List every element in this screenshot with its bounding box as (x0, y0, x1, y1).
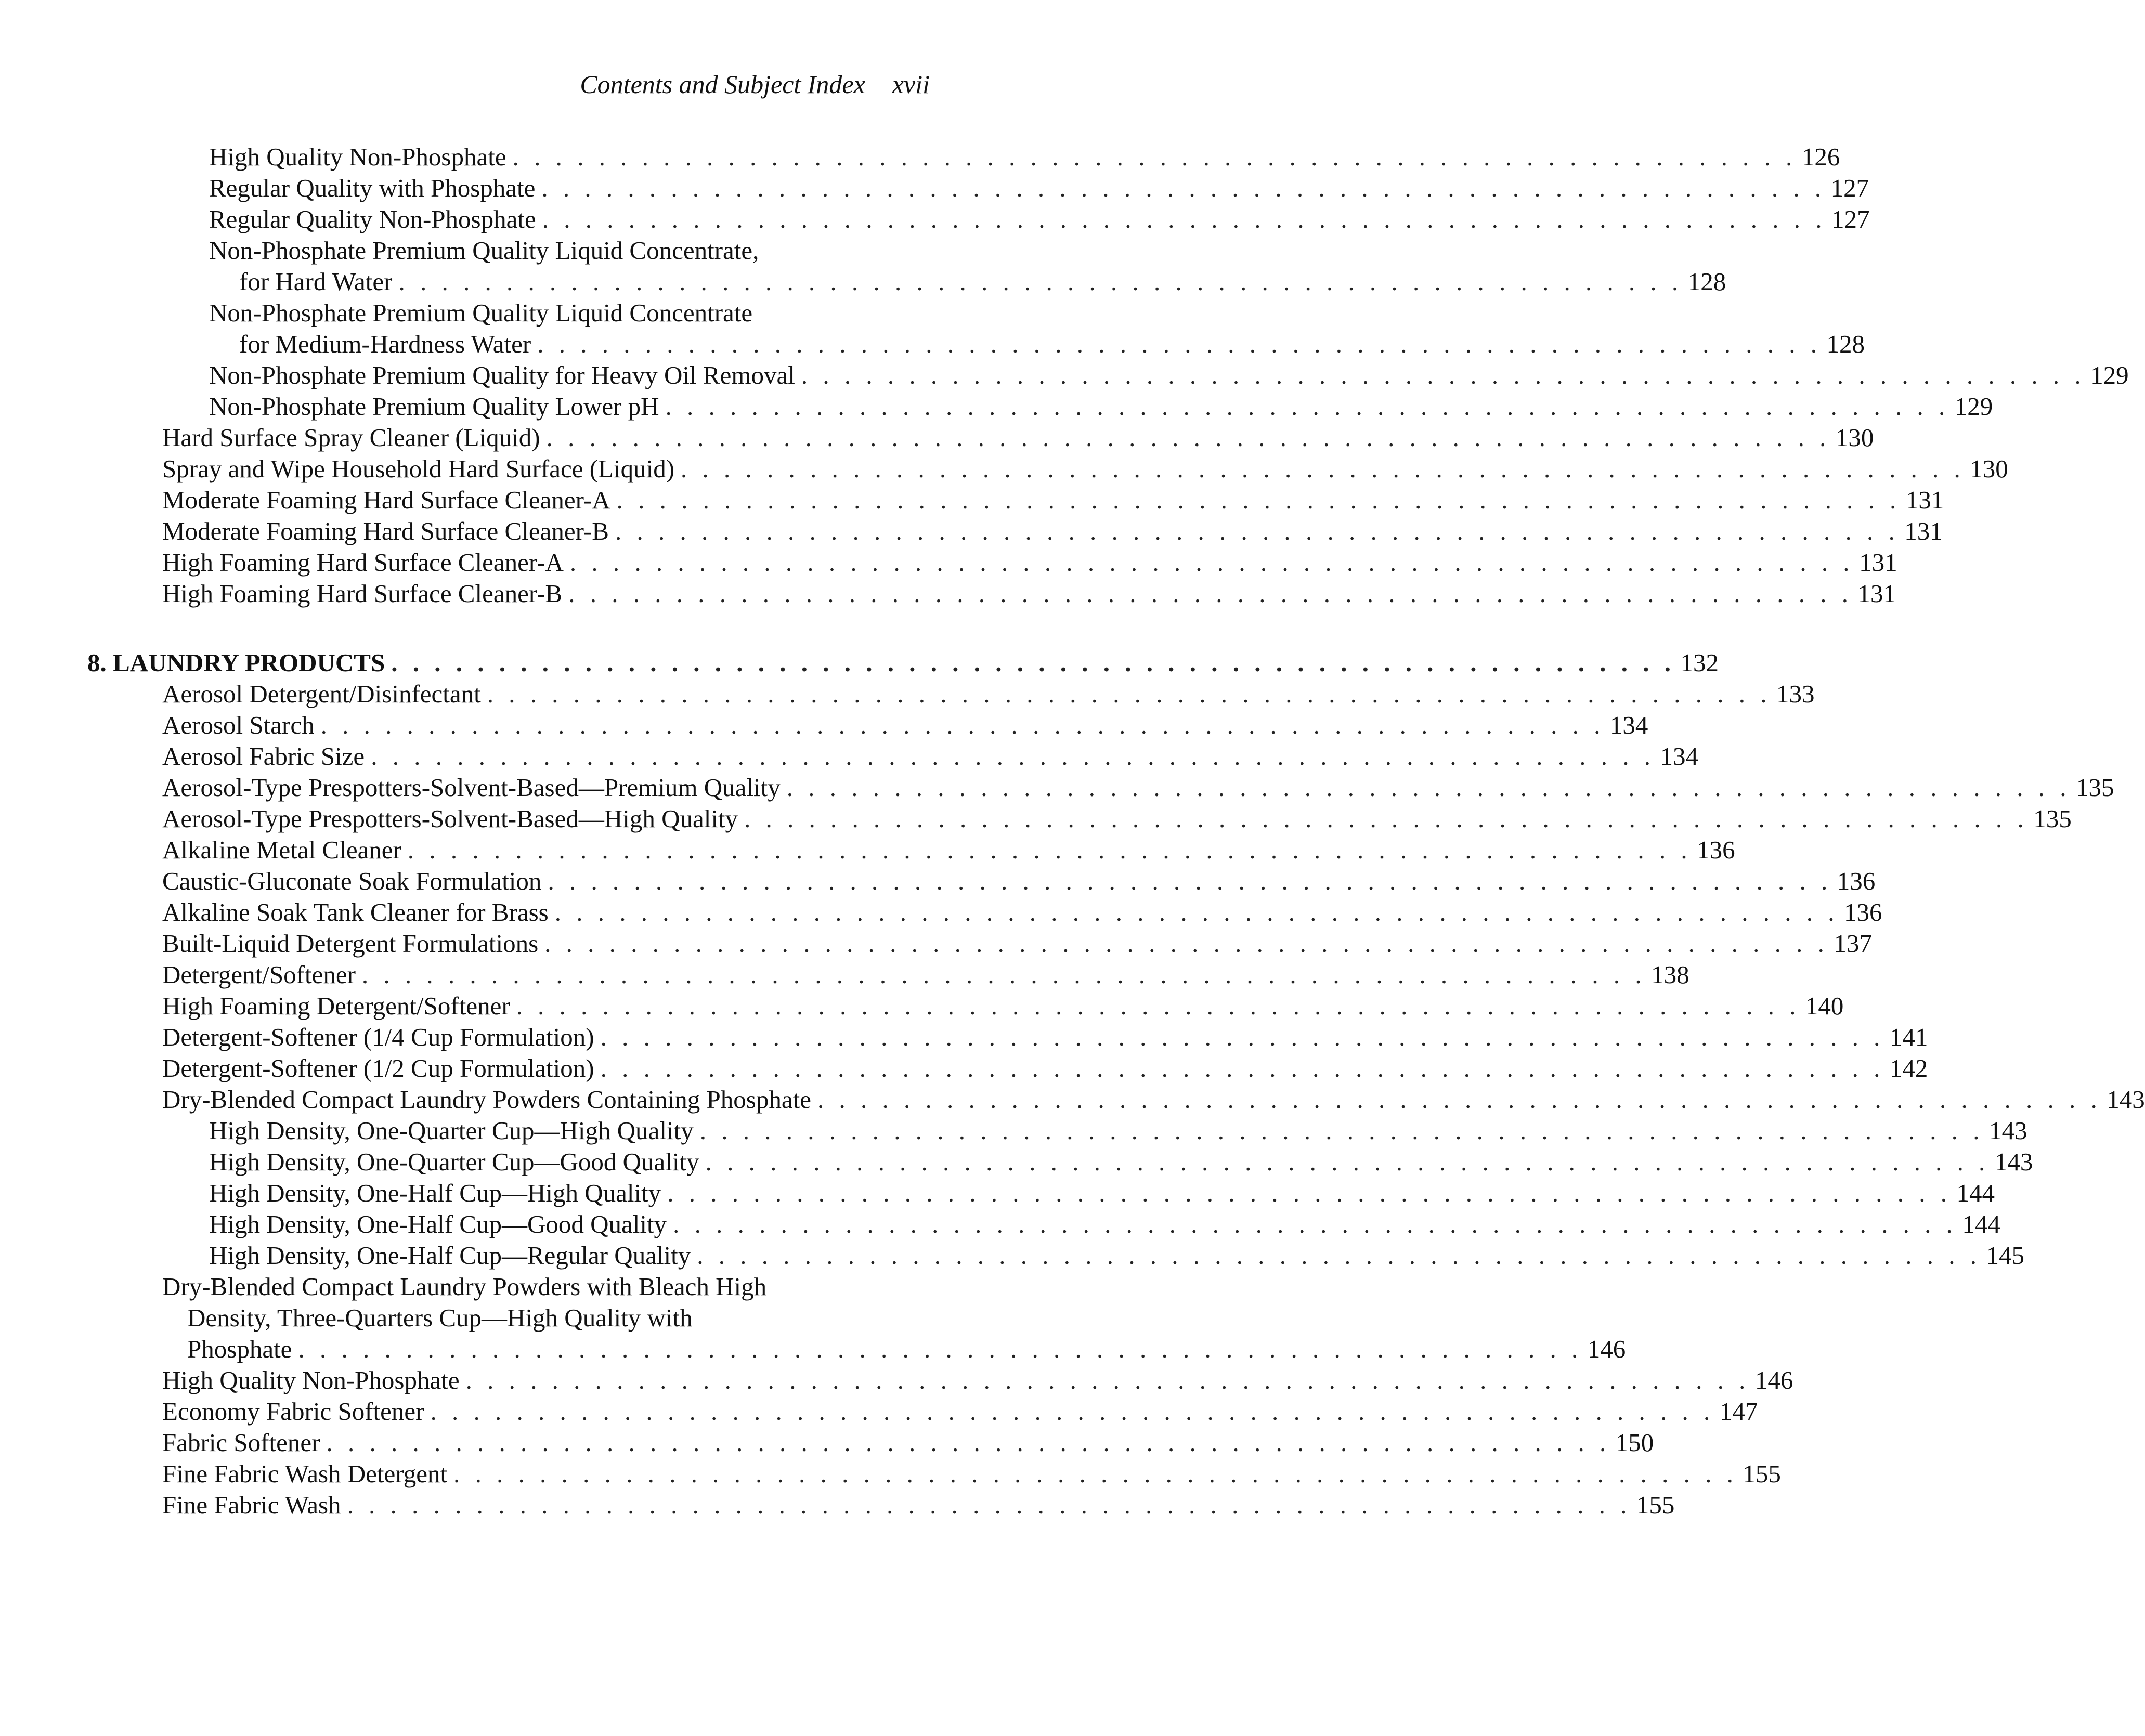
toc-entry (0, 297, 1135, 329)
dot-leader: . . . . . . . . . . . . . . . . . . . . . . . . . . . . . . . . . . . . . . . . . . . . . . . . . . . . . . . . . . . . (744, 804, 2029, 833)
entry-title: Detergent-Softener (1/4 Cup Formulation) (162, 1023, 594, 1051)
toc-entry (0, 547, 1897, 578)
toc-entry (0, 1115, 2027, 1146)
entry-title: Non-Phosphate Premium Quality Lower pH (209, 392, 659, 421)
toc-entry (0, 1053, 1928, 1084)
entry-title: High Density, One-Quarter Cup—Good Quality (209, 1147, 699, 1176)
dot-leader: . . . . . . . . . . . . . . . . . . . . . . . . . . . . . . . . . . . . . . . . . . . . . . . . . . . . . . . . . . . . (430, 1397, 1714, 1426)
entry-page-number: 134 (1660, 742, 1698, 771)
entry-title: Non-Phosphate Premium Quality for Heavy Oil Removal (209, 361, 795, 389)
entry-title: Alkaline Soak Tank Cleaner for Brass (162, 898, 549, 926)
toc-entry (0, 1427, 1654, 1458)
toc-entry (0, 1365, 1793, 1396)
entry-page-number: 130 (1970, 454, 2008, 483)
dot-leader: . . . . . . . . . . . . . . . . . . . . . . . . . . . . . . . . . . . . . . . . . . . . . . . . . . . . . . . . . . . . (681, 454, 1965, 483)
toc-entry (0, 453, 2008, 485)
dot-leader: . . . . . . . . . . . . . . . . . . . . . . . . . . . . . . . . . . . . . . . . . . . . . . . . . . . . . . . . . . . . (600, 1023, 1884, 1051)
toc-entry (0, 1334, 1626, 1365)
entry-title: Aerosol Starch (162, 711, 315, 739)
entry-page-number: 127 (1830, 174, 1869, 202)
toc-entry (0, 1022, 1928, 1053)
entry-page-number: 140 (1805, 991, 1844, 1020)
dot-leader: . . . . . . . . . . . . . . . . . . . . . . . . . . . . . . . . . . . . . . . . . . . . . . . . . . . . . . . . . . . . (665, 392, 1949, 421)
toc-entry (0, 1396, 1758, 1427)
entry-page-number: 143 (2107, 1085, 2145, 1114)
toc-entry (0, 1146, 2033, 1178)
entry-title: for Medium-Hardness Water (239, 330, 531, 358)
entry-page-number: 144 (1956, 1179, 1995, 1207)
toc-entry (0, 772, 2114, 803)
dot-leader: . . . . . . . . . . . . . . . . . . . . . . . . . . . . . . . . . . . . . . . . . . . . . . . . . . . . . . . . . . . . (817, 1085, 2102, 1114)
toc-entry (0, 1490, 1675, 1521)
dot-leader: . . . . . . . . . . . . . . . . . . . . . . . . . . . . . . . . . . . . . . . . . . . . . . . . . . . . . . . . . . . . (548, 867, 1832, 895)
dot-leader: . . . . . . . . . . . . . . . . . . . . . . . . . . . . . . . . . . . . . . . . . . . . . . . . . . . . . . . . . . . . (347, 1491, 1631, 1519)
toc-entry (0, 678, 1815, 710)
toc-entry (0, 866, 1876, 897)
dot-leader: . . . . . . . . . . . . . . . . . . . . . . . . . . . . . . . . . . . . . . . . . . . . . . . . . . . . . . . . . . . . (801, 361, 2086, 389)
toc-entry (0, 1302, 1113, 1334)
entry-title: High Foaming Detergent/Softener (162, 991, 510, 1020)
dot-leader: . . . . . . . . . . . . . . . . . . . . . . . . . . . . . . . . . . . . . . . . . . . . . . . . . . . . . . . . . . . . (542, 205, 1826, 233)
entry-page-number: 126 (1801, 142, 1840, 171)
toc-entry (0, 1084, 2145, 1115)
entry-page-number: 144 (1962, 1210, 2000, 1238)
entry-page-number: 155 (1636, 1491, 1675, 1519)
toc-entry (0, 834, 1735, 866)
entry-title: High Density, One-Half Cup—Good Quality (209, 1210, 667, 1238)
entry-page-number: 136 (1843, 898, 1882, 926)
entry-title: Dry-Blended Compact Laundry Powders with Bleach High (162, 1272, 767, 1301)
toc-entry (0, 204, 1870, 235)
toc-entry (0, 897, 1882, 928)
entry-title: Non-Phosphate Premium Quality Liquid Concentrate (209, 298, 753, 327)
dot-leader: . . . . . . . . . . . . . . . . . . . . . . . . . . . . . . . . . . . . . . . . . . . . . . . . . . . . . . . . . . . . (667, 1179, 1952, 1207)
entry-page-number: 146 (1754, 1366, 1793, 1394)
dot-leader: . . . . . . . . . . . . . . . . . . . . . . . . . . . . . . . . . . . . . . . . . . . . . . . . . . . . . . . . . . . . (786, 773, 2071, 802)
entry-title: High Quality Non-Phosphate (209, 142, 506, 171)
entry-page-number: 135 (2033, 804, 2072, 833)
entry-page-number: 155 (1743, 1459, 1781, 1488)
dot-leader: . . . . . . . . . . . . . . . . . . . . . . . . . . . . . . . . . . . . . . . . . . . . . . . . . . . . . . . . . . . . (568, 579, 1853, 608)
entry-title: 8. LAUNDRY PRODUCTS (87, 648, 385, 677)
entry-title: High Foaming Hard Surface Cleaner-A (162, 548, 564, 577)
entry-title: High Quality Non-Phosphate (162, 1366, 460, 1394)
dot-leader: . . . . . . . . . . . . . . . . . . . . . . . . . . . . . . . . . . . . . . . . . . . . . . . . . . . . . . . . . . . . (546, 423, 1830, 452)
entry-title: Spray and Wipe Household Hard Surface (Liquid) (162, 454, 675, 483)
entry-page-number: 131 (1859, 548, 1897, 577)
entry-page-number: 129 (2090, 361, 2129, 389)
entry-title: Built-Liquid Detergent Formulations (162, 929, 539, 958)
dot-leader: . . . . . . . . . . . . . . . . . . . . . . . . . . . . . . . . . . . . . . . . . . . . . . . . . . . . . . . . . . . . (326, 1428, 1610, 1457)
entry-page-number: 137 (1834, 929, 1872, 958)
section-heading (0, 647, 1719, 678)
entry-page-number: 128 (1687, 267, 1726, 296)
dot-leader: . . . . . . . . . . . . . . . . . . . . . . . . . . . . . . . . . . . . . . . . . . . . . . . . . . . . . . . . . . . . (361, 960, 1646, 989)
entry-title: Hard Surface Spray Cleaner (Liquid) (162, 423, 540, 452)
dot-leader: . . . . . . . . . . . . . . . . . . . . . . . . . . . . . . . . . . . . . . . . . . . . . . . . . . . . . . . . . . . . (673, 1210, 1957, 1238)
entry-page-number: 131 (1904, 517, 1943, 545)
entry-page-number: 143 (1994, 1147, 2033, 1176)
toc-entry (0, 741, 1698, 772)
toc-entry (0, 578, 1896, 609)
entry-page-number: 142 (1889, 1054, 1928, 1082)
toc-entry (0, 422, 1874, 453)
entry-title: Alkaline Metal Cleaner (162, 836, 401, 864)
toc-entry (0, 360, 2129, 391)
toc-entry (0, 391, 1993, 422)
entry-page-number: 138 (1651, 960, 1689, 989)
entry-title: Density, Three-Quarters Cup—High Quality with (187, 1303, 693, 1332)
entry-title: High Foaming Hard Surface Cleaner-B (162, 579, 563, 608)
entry-title: Fine Fabric Wash Detergent (162, 1459, 448, 1488)
dot-leader: . . . . . . . . . . . . . . . . . . . . . . . . . . . . . . . . . . . . . . . . . . . . . . . . . . . . . . . . . . . . (298, 1335, 1582, 1363)
entry-title: Caustic-Gluconate Soak Formulation (162, 867, 542, 895)
entry-title: Moderate Foaming Hard Surface Cleaner-A (162, 486, 610, 514)
dot-leader: . . . . . . . . . . . . . . . . . . . . . . . . . . . . . . . . . . . . . . . . . . . . . . . . . . . . . . . . . . . . (537, 330, 1822, 358)
entry-title: Phosphate (187, 1335, 292, 1363)
entry-title: Regular Quality Non-Phosphate (209, 205, 536, 233)
dot-leader: . . . . . . . . . . . . . . . . . . . . . . . . . . . . . . . . . . . . . . . . . . . . . . . . . . . . . . . . . . . . (465, 1366, 1750, 1394)
dot-leader: . . . . . . . . . . . . . . . . . . . . . . . . . . . . . . . . . . . . . . . . . . . . . . . . . . . . . . . . . . . . (600, 1054, 1884, 1082)
dot-leader: . . . . . . . . . . . . . . . . . . . . . . . . . . . . . . . . . . . . . . . . . . . . . . . . . . . . . . . . . . . . (697, 1241, 1981, 1270)
dot-leader: . . . . . . . . . . . . . . . . . . . . . . . . . . . . . . . . . . . . . . . . . . . . . . . . . . . . . . . . . . . . (453, 1459, 1738, 1488)
dot-leader: . . . . . . . . . . . . . . . . . . . . . . . . . . . . . . . . . . . . . . . . . . . . . . . . . . . . . . . . . . . . (407, 836, 1692, 864)
dot-leader: . . . . . . . . . . . . . . . . . . . . . . . . . . . . . . . . . . . . . . . . . . . . . . . . . . . . . . . . . . . . (554, 898, 1839, 926)
entry-page-number: 128 (1826, 330, 1865, 358)
dot-leader: . . . . . . . . . . . . . . . . . . . . . . . . . . . . . . . . . . . . . . . . . . . . . . . . . . . . . . . . . . . . (569, 548, 1854, 577)
entry-title: Economy Fabric Softener (162, 1397, 424, 1426)
entry-page-number: 132 (1680, 648, 1719, 677)
dot-leader: . . . . . . . . . . . . . . . . . . . . . . . . . . . . . . . . . . . . . . . . . . . . . . . . . . . . . . . . . . . . (616, 486, 1901, 514)
entry-page-number: 130 (1835, 423, 1874, 452)
toc-entry (0, 1209, 2000, 1240)
toc-entry (0, 516, 1943, 547)
entry-title: Regular Quality with Phosphate (209, 174, 536, 202)
toc-entry (0, 1458, 1781, 1490)
toc-entry (0, 141, 1840, 173)
toc-entry (0, 803, 2072, 834)
dot-leader: . . . . . . . . . . . . . . . . . . . . . . . . . . . . . . . . . . . . . . . . . . . . . . . . . . . . . . . . . . . . (320, 711, 1605, 739)
entry-page-number: 145 (1986, 1241, 2025, 1270)
entry-title: High Density, One-Quarter Cup—High Quality (209, 1116, 694, 1145)
entry-page-number: 131 (1905, 486, 1944, 514)
entry-title: Aerosol Detergent/Disinfectant (162, 680, 481, 708)
entry-title: Dry-Blended Compact Laundry Powders Containing Phosphate (162, 1085, 811, 1114)
toc-entry (0, 485, 1944, 516)
toc-entry (0, 990, 1844, 1022)
toc-entry (0, 235, 1135, 266)
dot-leader: . . . . . . . . . . . . . . . . . . . . . . . . . . . . . . . . . . . . . . . . . . . . . . . . . . . . . . . . . . . . (398, 267, 1683, 296)
toc-entry (0, 1240, 2025, 1271)
toc-entry (0, 329, 1865, 360)
entry-page-number: 134 (1609, 711, 1648, 739)
entry-page-number: 136 (1837, 867, 1876, 895)
dot-leader: . . . . . . . . . . . . . . . . . . . . . . . . . . . . . . . . . . . . . . . . . . . . . . . . . . . . . . . . . . . . (541, 174, 1826, 202)
dot-leader: . . . . . . . . . . . . . . . . . . . . . . . . . . . . . . . . . . . . . . . . . . . . . . . . . . . . . . . . . . . . (371, 742, 1655, 771)
dot-leader: . . . . . . . . . . . . . . . . . . . . . . . . . . . . . . . . . . . . . . . . . . . . . . . . . . . . . . . . . . . . (705, 1147, 1990, 1176)
entry-title: Aerosol-Type Prespotters-Solvent-Based—Premium Quality (162, 773, 781, 802)
entry-page-number: 150 (1615, 1428, 1654, 1457)
entry-page-number: 131 (1857, 579, 1896, 608)
entry-page-number: 141 (1889, 1023, 1928, 1051)
running-header-page-number: xvii (892, 70, 930, 99)
entry-page-number: 147 (1719, 1397, 1758, 1426)
entry-title: Fabric Softener (162, 1428, 320, 1457)
entry-title: Moderate Foaming Hard Surface Cleaner-B (162, 517, 609, 545)
entry-title: Non-Phosphate Premium Quality Liquid Concentrate, (209, 236, 759, 265)
toc-entry (0, 710, 1648, 741)
entry-page-number: 136 (1697, 836, 1735, 864)
toc-entry (0, 173, 1869, 204)
entry-page-number: 135 (2075, 773, 2114, 802)
entry-title: for Hard Water (239, 267, 393, 296)
entry-page-number: 127 (1831, 205, 1870, 233)
entry-title: Detergent/Softener (162, 960, 356, 989)
dot-leader: . . . . . . . . . . . . . . . . . . . . . . . . . . . . . . . . . . . . . . . . . . . . . . . . . . . . . . . . . . . . (544, 929, 1829, 958)
entry-title: Fine Fabric Wash (162, 1491, 341, 1519)
toc-entry (0, 1271, 1088, 1302)
running-header-title: Contents and Subject Index (580, 70, 865, 99)
toc-entry (0, 266, 1726, 297)
toc-entry (0, 1178, 1995, 1209)
entry-page-number: 146 (1587, 1335, 1626, 1363)
entry-title: Detergent-Softener (1/2 Cup Formulation) (162, 1054, 594, 1082)
entry-page-number: 143 (1989, 1116, 2027, 1145)
entry-title: Aerosol Fabric Size (162, 742, 365, 771)
entry-title: High Density, One-Half Cup—Regular Quality (209, 1241, 691, 1270)
dot-leader: . . . . . . . . . . . . . . . . . . . . . . . . . . . . . . . . . . . . . . . . . . . . . . . . . . . . . . . . . . . . (487, 680, 1772, 708)
dot-leader: . . . . . . . . . . . . . . . . . . . . . . . . . . . . . . . . . . . . . . . . . . . . . . . . . . . . . . . . . . . . (516, 991, 1800, 1020)
dot-leader: . . . . . . . . . . . . . . . . . . . . . . . . . . . . . . . . . . . . . . . . . . . . . . . . . . . . . . . . . . . . (512, 142, 1797, 171)
entry-page-number: 129 (1954, 392, 1993, 421)
dot-leader: . . . . . . . . . . . . . . . . . . . . . . . . . . . . . . . . . . . . . . . . . . . . . . . . . . . . . . . . . . . . (699, 1116, 1984, 1145)
toc-entry (0, 959, 1689, 990)
toc-entry (0, 928, 1872, 959)
dot-leader: . . . . . . . . . . . . . . . . . . . . . . . . . . . . . . . . . . . . . . . . . . . . . . . . . . . . . . . . . . . . (391, 648, 1675, 677)
entry-page-number: 133 (1776, 680, 1815, 708)
entry-title: High Density, One-Half Cup—High Quality (209, 1179, 661, 1207)
entry-title: Aerosol-Type Prespotters-Solvent-Based—High Quality (162, 804, 738, 833)
running-header (580, 69, 930, 100)
dot-leader: . . . . . . . . . . . . . . . . . . . . . . . . . . . . . . . . . . . . . . . . . . . . . . . . . . . . . . . . . . . . (615, 517, 1900, 545)
